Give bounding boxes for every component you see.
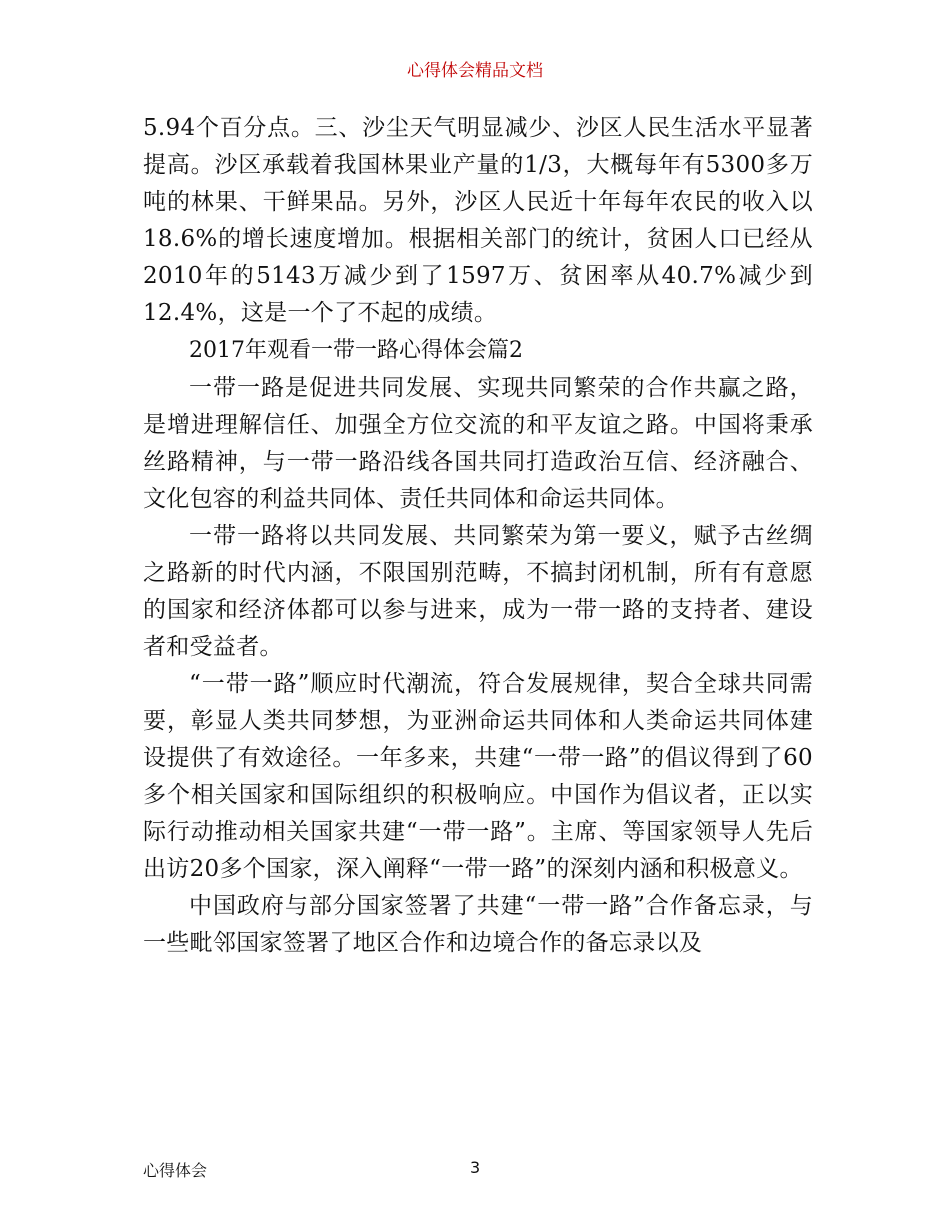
paragraph-5: 中国政府与部分国家签署了共建“一带一路”合作备忘录，与一些毗邻国家签署了地区合作和边境合作的备忘录以及 [143, 893, 813, 956]
document-body [143, 110, 813, 962]
paragraph-4: “一带一路”顺应时代潮流，符合发展规律，契合全球共同需要，彰显人类共同梦想，为亚洲命运共同体和人类命运共同体建设提供了有效途径。一年多来，共建“一带一路”的倡议得到了60多个相关国家和国际组织的积极响应。中国作为倡议者，正以实际行动推动相关国家共建“一带一路”。主席、等国家领导人先后出访20多个国家，深入阐释“一带一路”的深刻内涵和积极意义。 [143, 671, 813, 882]
paragraph-1: 5.94个百分点。三、沙尘天气明显减少、沙区人民生活水平显著提高。沙区承载着我国林果业产量的1/3，大概每年有5300多万吨的林果、干鲜果品。另外，沙区人民近十年每年农民的收入以18.6%的增长速度增加。根据相关部门的统计，贫困人口已经从2010年的5143万减少到了1597万、贫困率从40.7%减少到12.4%，这是一个了不起的成绩。 [143, 115, 813, 326]
paragraph-2: 一带一路是促进共同发展、实现共同繁荣的合作共赢之路，是增进理解信任、加强全方位交流的和平友谊之路。中国将秉承丝路精神，与一带一路沿线各国共同打造政治互信、经济融合、文化包容的利益共同体、责任共同体和命运共同体。 [143, 375, 813, 512]
paragraph-3: 一带一路将以共同发展、共同繁荣为第一要义，赋予古丝绸之路新的时代内涵，不限国别范畴，不搞封闭机制，所有有意愿的国家和经济体都可以参与进来，成为一带一路的支持者、建设者和受益者。 [143, 523, 813, 660]
document-header: 心得体会精品文档 [407, 61, 543, 81]
section-heading: 2017年观看一带一路心得体会篇2 [189, 338, 523, 363]
page-number: 3 [470, 1158, 481, 1177]
footer-label: 心得体会 [143, 1161, 208, 1180]
